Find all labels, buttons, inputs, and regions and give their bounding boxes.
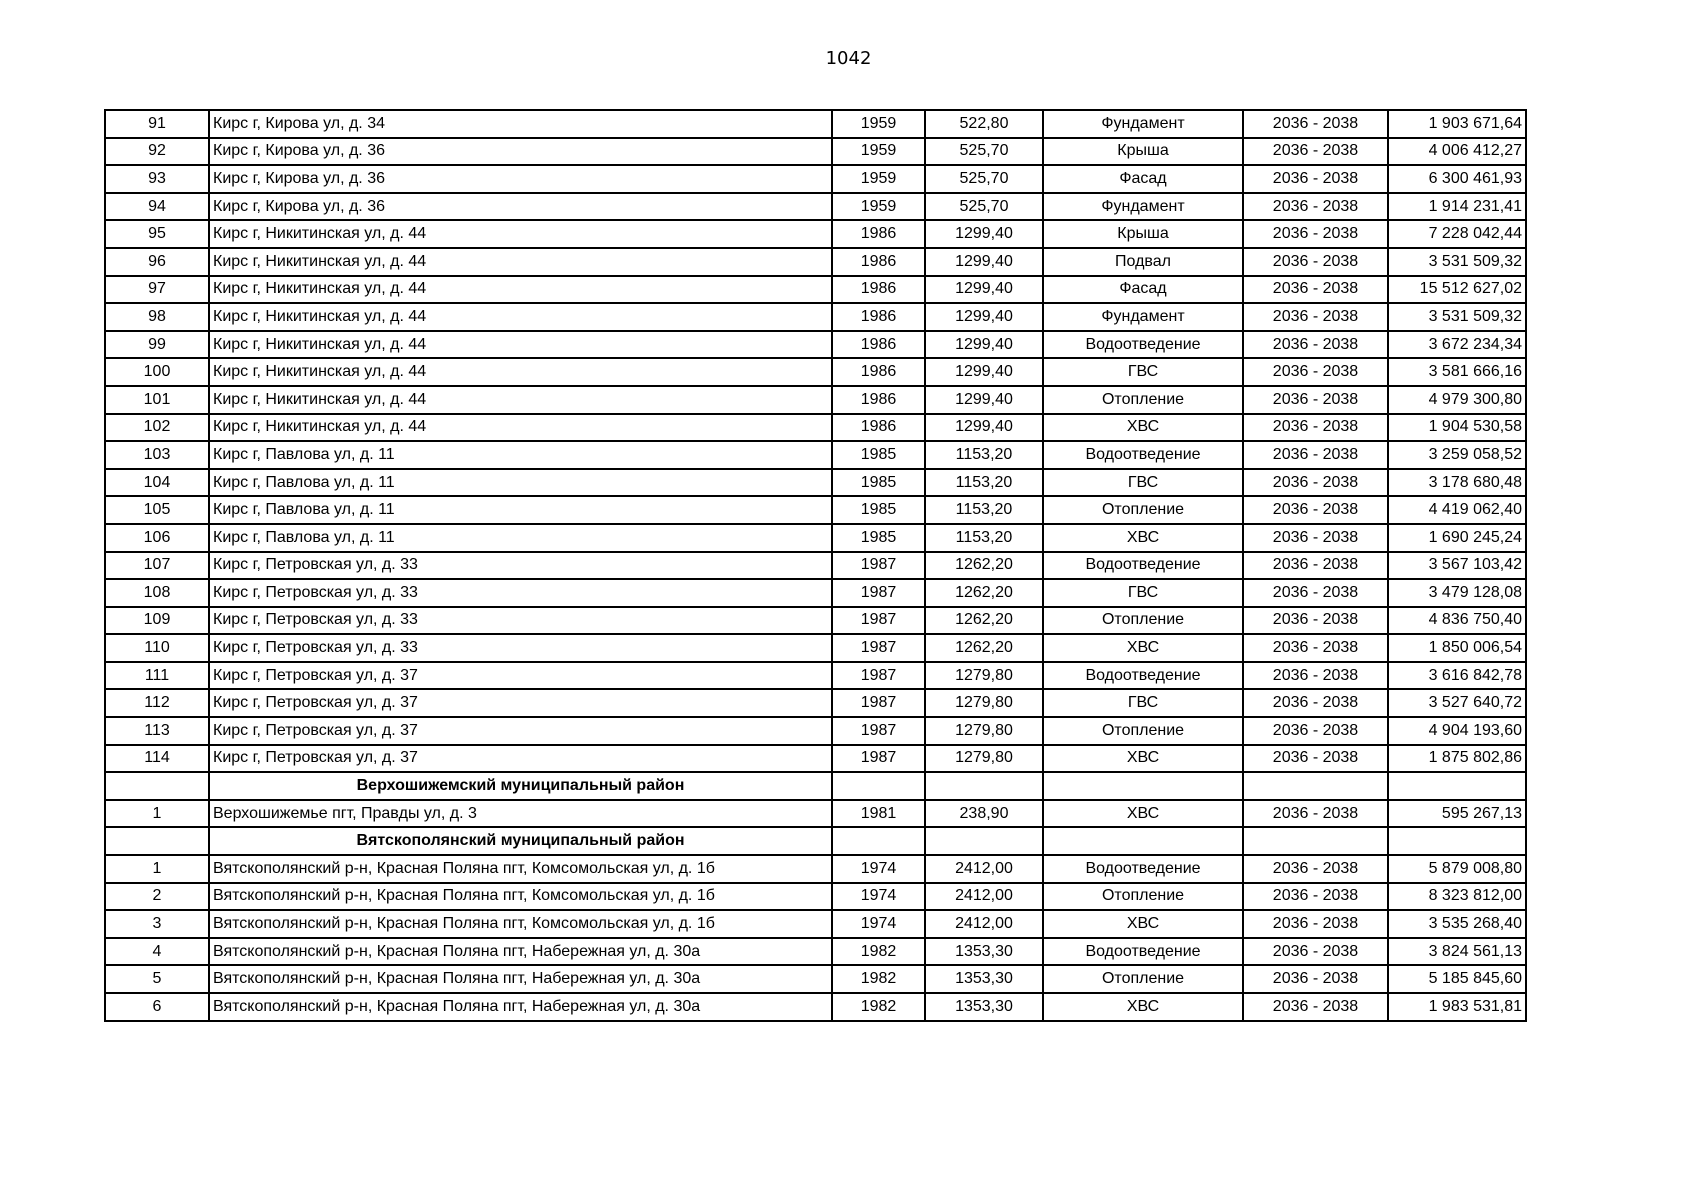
row-number: 97 [105,276,209,304]
work-type-cell: Водоотведение [1043,662,1243,690]
cost-cell: 1 690 245,24 [1388,524,1526,552]
year-cell: 1986 [832,386,925,414]
address-cell: Вятскополянский р-н, Красная Поляна пгт, Набережная ул, д. 30а [209,965,832,993]
cost-cell: 1 875 802,86 [1388,745,1526,773]
period-cell: 2036 - 2038 [1243,662,1388,690]
address-cell: Кирс г, Петровская ул, д. 33 [209,607,832,635]
row-number: 106 [105,524,209,552]
period-cell: 2036 - 2038 [1243,414,1388,442]
cost-cell: 3 178 680,48 [1388,469,1526,497]
work-type-cell: Фундамент [1043,303,1243,331]
table-row [105,745,1526,773]
address-cell: Кирс г, Петровская ул, д. 37 [209,662,832,690]
area-cell: 1279,80 [925,689,1043,717]
work-type-cell: ХВС [1043,745,1243,773]
area-cell: 1153,20 [925,524,1043,552]
period-cell: 2036 - 2038 [1243,883,1388,911]
area-cell: 1262,20 [925,552,1043,580]
year-cell: 1987 [832,662,925,690]
table-row [105,414,1526,442]
cost-cell: 15 512 627,02 [1388,276,1526,304]
cost-cell: 1 914 231,41 [1388,193,1526,221]
row-number: 101 [105,386,209,414]
cost-cell: 6 300 461,93 [1388,165,1526,193]
year-cell: 1987 [832,579,925,607]
work-type-cell: Фасад [1043,276,1243,304]
empty-cell [1043,827,1243,855]
period-cell: 2036 - 2038 [1243,717,1388,745]
empty-cell [105,827,209,855]
address-cell: Кирс г, Никитинская ул, д. 44 [209,303,832,331]
district-name: Вятскополянский муниципальный район [209,827,832,855]
year-cell: 1987 [832,607,925,635]
row-number: 98 [105,303,209,331]
address-cell: Кирс г, Кирова ул, д. 36 [209,165,832,193]
table-body [105,110,1526,1021]
work-type-cell: ХВС [1043,910,1243,938]
area-cell: 525,70 [925,138,1043,166]
cost-cell: 3 616 842,78 [1388,662,1526,690]
address-cell: Кирс г, Никитинская ул, д. 44 [209,358,832,386]
table-row [105,800,1526,828]
cost-cell: 3 479 128,08 [1388,579,1526,607]
address-cell: Кирс г, Кирова ул, д. 34 [209,110,832,138]
period-cell: 2036 - 2038 [1243,745,1388,773]
area-cell: 2412,00 [925,910,1043,938]
cost-cell: 3 581 666,16 [1388,358,1526,386]
year-cell: 1974 [832,910,925,938]
empty-cell [1388,772,1526,800]
cost-cell: 7 228 042,44 [1388,220,1526,248]
area-cell: 525,70 [925,193,1043,221]
work-type-cell: Отопление [1043,607,1243,635]
period-cell: 2036 - 2038 [1243,138,1388,166]
address-cell: Вятскополянский р-н, Красная Поляна пгт, Комсомольская ул, д. 1б [209,883,832,911]
period-cell: 2036 - 2038 [1243,965,1388,993]
cost-cell: 1 904 530,58 [1388,414,1526,442]
year-cell: 1986 [832,248,925,276]
year-cell: 1985 [832,496,925,524]
row-number: 102 [105,414,209,442]
district-name: Верхошижемский муниципальный район [209,772,832,800]
period-cell: 2036 - 2038 [1243,331,1388,359]
area-cell: 1153,20 [925,441,1043,469]
address-cell: Вятскополянский р-н, Красная Поляна пгт, Набережная ул, д. 30а [209,938,832,966]
year-cell: 1982 [832,938,925,966]
row-number: 5 [105,965,209,993]
address-cell: Кирс г, Никитинская ул, д. 44 [209,414,832,442]
table-row [105,331,1526,359]
table-row [105,689,1526,717]
cost-cell: 3 531 509,32 [1388,303,1526,331]
work-type-cell: Водоотведение [1043,938,1243,966]
area-cell: 1353,30 [925,938,1043,966]
work-type-cell: Крыша [1043,138,1243,166]
row-number: 107 [105,552,209,580]
row-number: 94 [105,193,209,221]
cost-cell: 4 006 412,27 [1388,138,1526,166]
period-cell: 2036 - 2038 [1243,303,1388,331]
year-cell: 1985 [832,469,925,497]
area-cell: 1299,40 [925,386,1043,414]
period-cell: 2036 - 2038 [1243,248,1388,276]
period-cell: 2036 - 2038 [1243,855,1388,883]
table-row [105,552,1526,580]
year-cell: 1985 [832,441,925,469]
work-type-cell: Фасад [1043,165,1243,193]
period-cell: 2036 - 2038 [1243,441,1388,469]
period-cell: 2036 - 2038 [1243,110,1388,138]
area-cell: 1279,80 [925,745,1043,773]
year-cell: 1986 [832,276,925,304]
row-number: 113 [105,717,209,745]
table-row [105,386,1526,414]
year-cell: 1987 [832,689,925,717]
empty-cell [105,772,209,800]
address-cell: Кирс г, Павлова ул, д. 11 [209,524,832,552]
work-type-cell: Водоотведение [1043,441,1243,469]
work-type-cell: ХВС [1043,993,1243,1021]
address-cell: Кирс г, Павлова ул, д. 11 [209,496,832,524]
cost-cell: 595 267,13 [1388,800,1526,828]
table-row [105,938,1526,966]
table-row [105,579,1526,607]
cost-cell: 1 850 006,54 [1388,634,1526,662]
area-cell: 1262,20 [925,579,1043,607]
work-type-cell: ГВС [1043,358,1243,386]
period-cell: 2036 - 2038 [1243,469,1388,497]
row-number: 95 [105,220,209,248]
table-row [105,248,1526,276]
area-cell: 1299,40 [925,220,1043,248]
cost-cell: 8 323 812,00 [1388,883,1526,911]
row-number: 91 [105,110,209,138]
year-cell: 1982 [832,993,925,1021]
address-cell: Кирс г, Кирова ул, д. 36 [209,193,832,221]
row-number: 114 [105,745,209,773]
table-row [105,303,1526,331]
area-cell: 522,80 [925,110,1043,138]
row-number: 103 [105,441,209,469]
cost-cell: 3 531 509,32 [1388,248,1526,276]
row-number: 92 [105,138,209,166]
row-number: 93 [105,165,209,193]
year-cell: 1981 [832,800,925,828]
area-cell: 1279,80 [925,717,1043,745]
address-cell: Вятскополянский р-н, Красная Поляна пгт, Комсомольская ул, д. 1б [209,855,832,883]
row-number: 2 [105,883,209,911]
district-header-row [105,827,1526,855]
work-type-cell: Отопление [1043,717,1243,745]
year-cell: 1986 [832,358,925,386]
address-cell: Кирс г, Петровская ул, д. 33 [209,579,832,607]
row-number: 100 [105,358,209,386]
address-cell: Кирс г, Петровская ул, д. 33 [209,634,832,662]
row-number: 110 [105,634,209,662]
empty-cell [832,772,925,800]
table-row [105,358,1526,386]
area-cell: 2412,00 [925,883,1043,911]
cost-cell: 3 535 268,40 [1388,910,1526,938]
row-number: 1 [105,855,209,883]
year-cell: 1959 [832,193,925,221]
work-type-cell: ГВС [1043,469,1243,497]
area-cell: 1299,40 [925,331,1043,359]
work-type-cell: Водоотведение [1043,331,1243,359]
year-cell: 1987 [832,717,925,745]
period-cell: 2036 - 2038 [1243,634,1388,662]
work-type-cell: ГВС [1043,689,1243,717]
empty-cell [925,772,1043,800]
year-cell: 1987 [832,745,925,773]
year-cell: 1986 [832,331,925,359]
table-row [105,634,1526,662]
area-cell: 1153,20 [925,496,1043,524]
cost-cell: 3 567 103,42 [1388,552,1526,580]
address-cell: Кирс г, Петровская ул, д. 37 [209,717,832,745]
address-cell: Кирс г, Никитинская ул, д. 44 [209,331,832,359]
area-cell: 1299,40 [925,248,1043,276]
address-cell: Кирс г, Кирова ул, д. 36 [209,138,832,166]
year-cell: 1974 [832,855,925,883]
area-cell: 1153,20 [925,469,1043,497]
work-type-cell: Подвал [1043,248,1243,276]
period-cell: 2036 - 2038 [1243,220,1388,248]
period-cell: 2036 - 2038 [1243,993,1388,1021]
table-row [105,662,1526,690]
work-type-cell: ХВС [1043,634,1243,662]
row-number: 105 [105,496,209,524]
row-number: 96 [105,248,209,276]
year-cell: 1985 [832,524,925,552]
area-cell: 238,90 [925,800,1043,828]
address-cell: Кирс г, Никитинская ул, д. 44 [209,220,832,248]
area-cell: 1299,40 [925,358,1043,386]
work-type-cell: ХВС [1043,524,1243,552]
row-number: 111 [105,662,209,690]
period-cell: 2036 - 2038 [1243,579,1388,607]
cost-cell: 3 527 640,72 [1388,689,1526,717]
address-cell: Вятскополянский р-н, Красная Поляна пгт, Комсомольская ул, д. 1б [209,910,832,938]
year-cell: 1959 [832,138,925,166]
address-cell: Кирс г, Павлова ул, д. 11 [209,469,832,497]
address-cell: Вятскополянский р-н, Красная Поляна пгт, Набережная ул, д. 30а [209,993,832,1021]
area-cell: 1279,80 [925,662,1043,690]
row-number: 99 [105,331,209,359]
address-cell: Кирс г, Никитинская ул, д. 44 [209,276,832,304]
address-cell: Кирс г, Павлова ул, д. 11 [209,441,832,469]
work-type-cell: Отопление [1043,496,1243,524]
period-cell: 2036 - 2038 [1243,552,1388,580]
work-type-cell: Отопление [1043,883,1243,911]
table-row [105,855,1526,883]
cost-cell: 4 836 750,40 [1388,607,1526,635]
year-cell: 1974 [832,883,925,911]
table-row [105,165,1526,193]
table-row [105,496,1526,524]
work-type-cell: Фундамент [1043,193,1243,221]
table-row [105,993,1526,1021]
cost-cell: 4 979 300,80 [1388,386,1526,414]
empty-cell [1243,772,1388,800]
period-cell: 2036 - 2038 [1243,689,1388,717]
year-cell: 1959 [832,165,925,193]
address-cell: Верхошижемье пгт, Правды ул, д. 3 [209,800,832,828]
table-row [105,441,1526,469]
row-number: 1 [105,800,209,828]
period-cell: 2036 - 2038 [1243,938,1388,966]
table-row [105,220,1526,248]
row-number: 109 [105,607,209,635]
address-cell: Кирс г, Петровская ул, д. 37 [209,745,832,773]
area-cell: 1299,40 [925,414,1043,442]
cost-cell: 3 824 561,13 [1388,938,1526,966]
area-cell: 1353,30 [925,993,1043,1021]
row-number: 104 [105,469,209,497]
row-number: 112 [105,689,209,717]
period-cell: 2036 - 2038 [1243,193,1388,221]
period-cell: 2036 - 2038 [1243,607,1388,635]
address-cell: Кирс г, Никитинская ул, д. 44 [209,248,832,276]
table-row [105,193,1526,221]
table-row [105,607,1526,635]
period-cell: 2036 - 2038 [1243,496,1388,524]
cost-cell: 3 259 058,52 [1388,441,1526,469]
year-cell: 1959 [832,110,925,138]
area-cell: 2412,00 [925,855,1043,883]
area-cell: 1299,40 [925,276,1043,304]
cost-cell: 5 879 008,80 [1388,855,1526,883]
empty-cell [1388,827,1526,855]
cost-cell: 5 185 845,60 [1388,965,1526,993]
row-number: 6 [105,993,209,1021]
work-type-cell: Водоотведение [1043,552,1243,580]
table-row [105,276,1526,304]
repair-schedule-table [104,109,1527,1022]
work-type-cell: ХВС [1043,800,1243,828]
table-row [105,524,1526,552]
year-cell: 1987 [832,552,925,580]
row-number: 108 [105,579,209,607]
cost-cell: 1 983 531,81 [1388,993,1526,1021]
period-cell: 2036 - 2038 [1243,165,1388,193]
address-cell: Кирс г, Никитинская ул, д. 44 [209,386,832,414]
row-number: 3 [105,910,209,938]
year-cell: 1986 [832,414,925,442]
cost-cell: 4 904 193,60 [1388,717,1526,745]
period-cell: 2036 - 2038 [1243,358,1388,386]
period-cell: 2036 - 2038 [1243,800,1388,828]
row-number: 4 [105,938,209,966]
work-type-cell: ХВС [1043,414,1243,442]
year-cell: 1986 [832,220,925,248]
empty-cell [1043,772,1243,800]
work-type-cell: Отопление [1043,386,1243,414]
period-cell: 2036 - 2038 [1243,910,1388,938]
work-type-cell: ГВС [1043,579,1243,607]
area-cell: 525,70 [925,165,1043,193]
work-type-cell: Крыша [1043,220,1243,248]
cost-cell: 1 903 671,64 [1388,110,1526,138]
table-row [105,910,1526,938]
district-header-row [105,772,1526,800]
year-cell: 1982 [832,965,925,993]
area-cell: 1262,20 [925,634,1043,662]
address-cell: Кирс г, Петровская ул, д. 33 [209,552,832,580]
area-cell: 1262,20 [925,607,1043,635]
work-type-cell: Водоотведение [1043,855,1243,883]
empty-cell [925,827,1043,855]
table-row [105,883,1526,911]
table-row [105,138,1526,166]
period-cell: 2036 - 2038 [1243,386,1388,414]
work-type-cell: Отопление [1043,965,1243,993]
table-row [105,965,1526,993]
empty-cell [1243,827,1388,855]
cost-cell: 4 419 062,40 [1388,496,1526,524]
area-cell: 1353,30 [925,965,1043,993]
year-cell: 1987 [832,634,925,662]
table-row [105,717,1526,745]
page-number: 1042 [825,48,872,69]
cost-cell: 3 672 234,34 [1388,331,1526,359]
address-cell: Кирс г, Петровская ул, д. 37 [209,689,832,717]
area-cell: 1299,40 [925,303,1043,331]
period-cell: 2036 - 2038 [1243,524,1388,552]
year-cell: 1986 [832,303,925,331]
empty-cell [832,827,925,855]
work-type-cell: Фундамент [1043,110,1243,138]
table-row [105,469,1526,497]
period-cell: 2036 - 2038 [1243,276,1388,304]
table-row [105,110,1526,138]
